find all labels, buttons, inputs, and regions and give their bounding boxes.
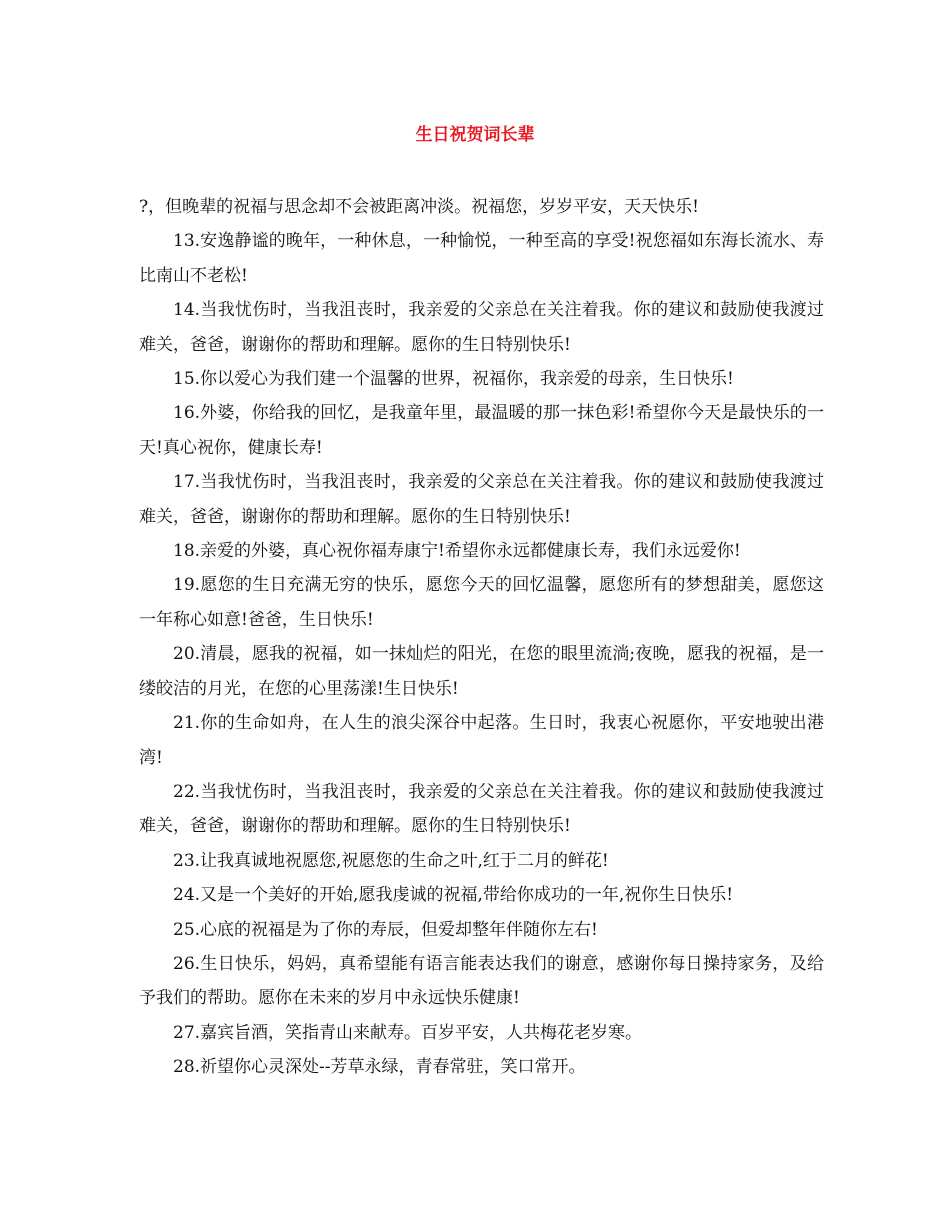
paragraph-16: 16.外婆，你给我的回忆，是我童年里，最温暖的那一抹色彩!希望你今天是最快乐的一天!真心祝你，健康长寿! [139, 403, 824, 458]
paragraph-27: 27.嘉宾旨酒，笑指青山来献寿。百岁平安，人共梅花老岁寒。 [173, 1022, 643, 1043]
paragraph-17: 17.当我忧伤时，当我沮丧时，我亲爱的父亲总在关注着我。你的建议和鼓励使我渡过难关，爸爸，谢谢你的帮助和理解。愿你的生日特别快乐! [139, 472, 824, 527]
paragraph-23: 23.让我真诚地祝愿您,祝愿您的生命之叶,红于二月的鲜花! [173, 850, 609, 871]
paragraph-26: 26.生日快乐，妈妈，真希望能有语言能表达我们的谢意，感谢你每日操持家务，及给予我们的帮助。愿你在未来的岁月中永远快乐健康! [139, 953, 824, 1009]
document-title: 生日祝贺词长辈 [415, 125, 535, 145]
paragraph-25: 25.心底的祝福是为了你的寿辰，但爱却整年伴随你左右! [173, 919, 598, 940]
paragraph-22: 22.当我忧伤时，当我沮丧时，我亲爱的父亲总在关注着我。你的建议和鼓励使我渡过难关，爸爸，谢谢你的帮助和理解。愿你的生日特别快乐! [139, 781, 824, 837]
paragraph-14: 14.当我忧伤时，当我沮丧时，我亲爱的父亲总在关注着我。你的建议和鼓励使我渡过难关，爸爸，谢谢你的帮助和理解。愿你的生日特别快乐! [139, 300, 824, 355]
paragraph-21: 21.你的生命如舟，在人生的浪尖深谷中起落。生日时，我衷心祝愿你，平安地驶出港湾! [139, 713, 824, 768]
paragraph-15: 15.你以爱心为我们建一个温馨的世界，祝福你，我亲爱的母亲，生日快乐! [173, 369, 734, 390]
paragraph-continuation: ?，但晚辈的祝福与思念却不会被距离冲淡。祝福您，岁岁平安，天天快乐! [139, 197, 699, 217]
paragraph-28: 28.祈望你心灵深处--芳草永绿，青春常驻，笑口常开。 [173, 1057, 586, 1078]
paragraph-18: 18.亲爱的外婆，真心祝你福寿康宁!希望你永远都健康长寿，我们永远爱你! [173, 541, 741, 562]
paragraph-20: 20.清晨，愿我的祝福，如一抹灿烂的阳光，在您的眼里流淌;夜晚，愿我的祝福，是一缕皎洁的月光，在您的心里荡漾!生日快乐! [139, 644, 824, 699]
paragraph-13: 13.安逸静谧的晚年，一种休息，一种愉悦，一种至高的享受!祝您福如东海长流水、寿比南山不老松! [139, 231, 824, 286]
paragraph-19: 19.愿您的生日充满无穷的快乐，愿您今天的回忆温馨，愿您所有的梦想甜美，愿您这一年称心如意!爸爸，生日快乐! [139, 575, 824, 630]
document-body [139, 190, 824, 1085]
paragraph-24: 24.又是一个美好的开始,愿我虔诚的祝福,带给你成功的一年,祝你生日快乐! [173, 885, 734, 906]
